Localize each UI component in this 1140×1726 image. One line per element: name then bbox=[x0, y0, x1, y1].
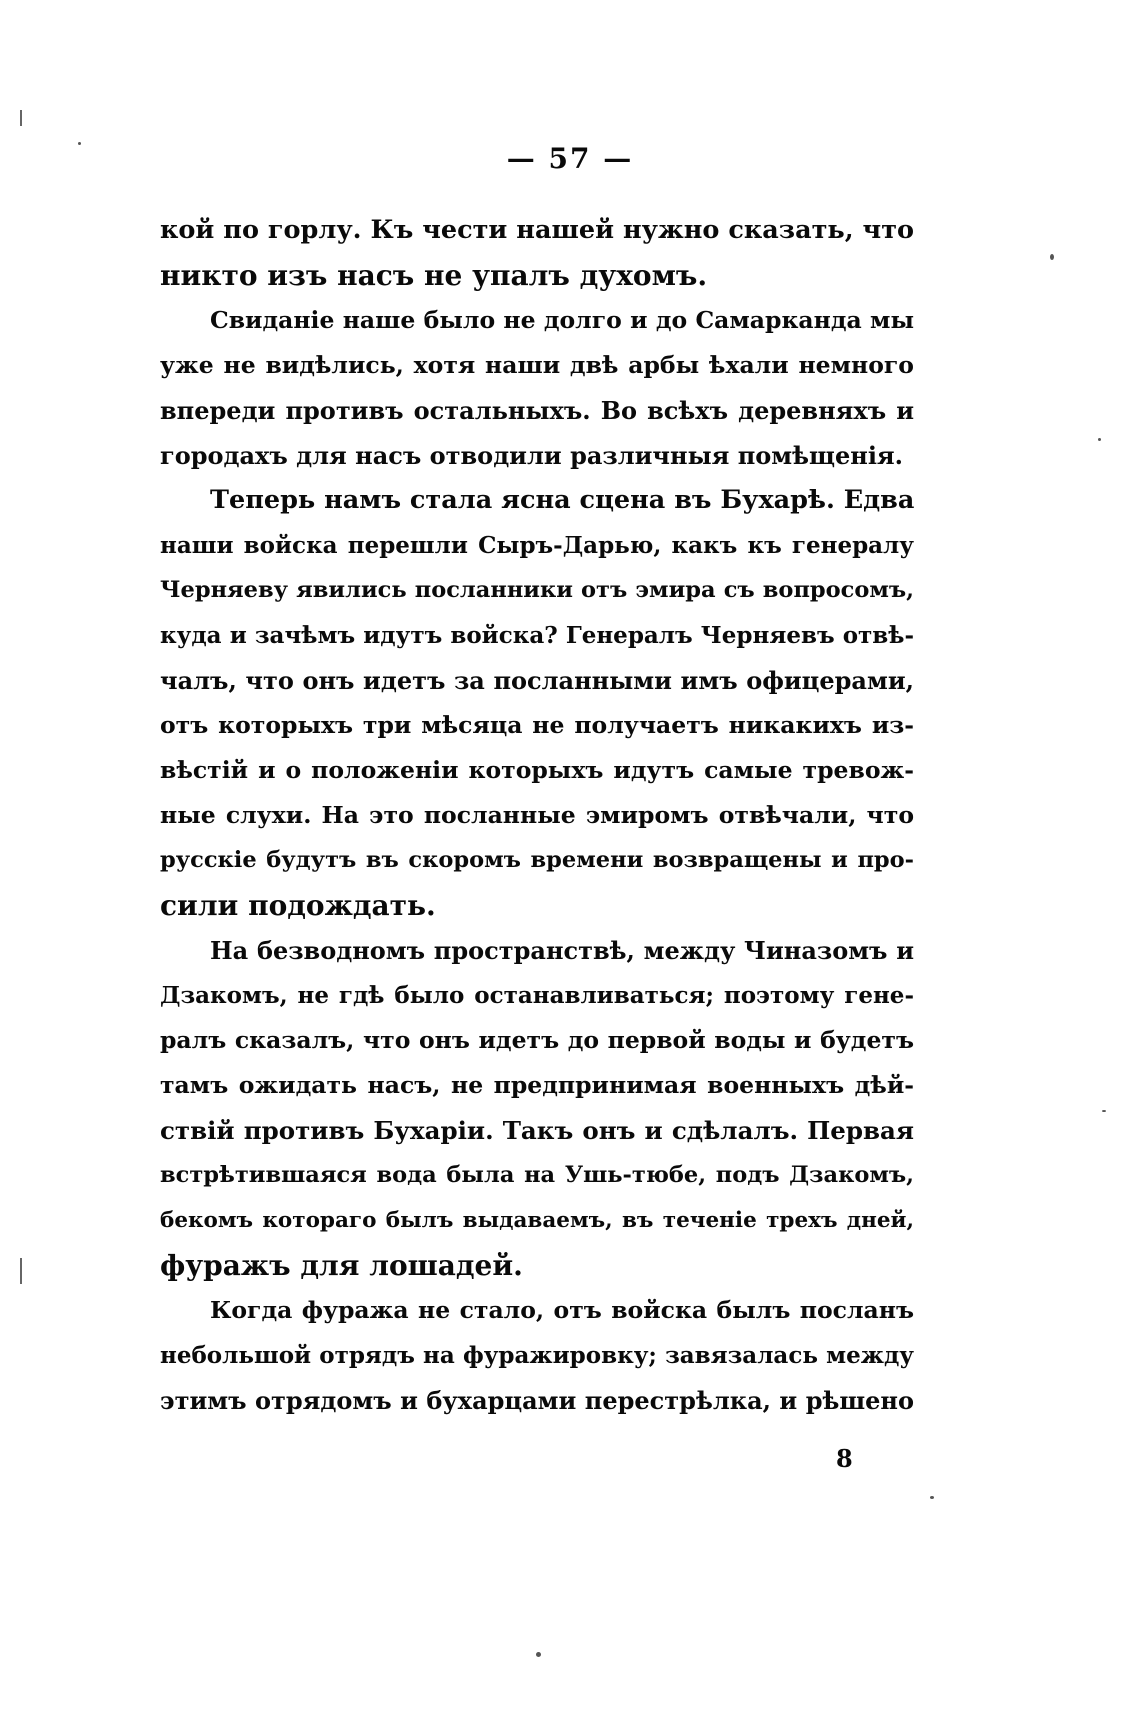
text-line: сили подождать. bbox=[160, 889, 436, 922]
text-line: никто изъ насъ не упалъ духомъ. bbox=[160, 259, 708, 292]
text-line: чалъ, что онъ идетъ за посланными имъ офицерами, bbox=[160, 666, 914, 695]
text-line: впереди противъ остальныхъ. Во всѣхъ деревняхъ и bbox=[160, 396, 914, 425]
text-line: этимъ отрядомъ и бухарцами перестрѣлка, и рѣшено bbox=[160, 1386, 914, 1415]
scan-edge-mark-top bbox=[20, 110, 22, 126]
text-line: куда и зачѣмъ идутъ войска? Генералъ Черняевъ отвѣ- bbox=[160, 622, 914, 649]
text-line: Дзакомъ, не гдѣ было останавливаться; поэтому гене- bbox=[160, 982, 914, 1009]
text-line: Теперь намъ стала ясна сцена въ Бухарѣ. Едва bbox=[210, 485, 914, 515]
text-line: русскіе будутъ въ скоромъ времени возвращены и про- bbox=[160, 847, 914, 873]
body-text bbox=[160, 208, 914, 1423]
text-line: небольшой отрядъ на фуражировку; завязалась между bbox=[160, 1342, 914, 1369]
printer-signature-mark: 8 bbox=[836, 1444, 853, 1473]
text-line: Черняеву явились посланники отъ эмира съ вопросомъ, bbox=[160, 577, 914, 603]
paragraph bbox=[160, 478, 914, 928]
paragraph bbox=[160, 298, 914, 478]
text-line: На безводномъ пространствѣ, между Чиназомъ и bbox=[210, 936, 914, 965]
text-line: ствій противъ Бухаріи. Такъ онъ и сдѣлалъ. Первая bbox=[160, 1116, 914, 1145]
scan-speck bbox=[536, 1652, 541, 1657]
paragraph bbox=[160, 928, 914, 1288]
paragraph bbox=[160, 208, 914, 298]
text-line: Свиданіе наше было не долго и до Самарканда мы bbox=[210, 306, 914, 334]
paragraph bbox=[160, 1288, 914, 1423]
text-line: фуражъ для лошадей. bbox=[160, 1249, 523, 1282]
text-line: отъ которыхъ три мѣсяца не получаетъ никакихъ из- bbox=[160, 711, 914, 739]
text-line: встрѣтившаяся вода была на Ушь-тюбе, подъ Дзакомъ, bbox=[160, 1162, 914, 1188]
text-line: бекомъ котораго былъ выдаваемъ, въ теченіе трехъ дней, bbox=[160, 1208, 914, 1233]
text-line: наши войска перешли Сыръ-Дарью, какъ къ генералу bbox=[160, 532, 914, 559]
text-line: ные слухи. На это посланные эмиромъ отвѣчали, что bbox=[160, 801, 914, 829]
scan-speck bbox=[1102, 1110, 1106, 1112]
scan-speck bbox=[1050, 254, 1054, 260]
scan-speck bbox=[930, 1496, 934, 1499]
text-line: Когда фуража не стало, отъ войска былъ посланъ bbox=[210, 1296, 914, 1324]
page-number: — 57 — bbox=[506, 142, 634, 175]
text-line: уже не видѣлись, хотя наши двѣ арбы ѣхали немного bbox=[160, 351, 914, 379]
text-line: тамъ ожидать насъ, не предпринимая военныхъ дѣй- bbox=[160, 1071, 914, 1099]
text-line: ралъ сказалъ, что онъ идетъ до первой воды и будетъ bbox=[160, 1026, 914, 1054]
scan-speck bbox=[1098, 438, 1101, 441]
text-line: кой по горлу. Къ чести нашей нужно сказать, что bbox=[160, 215, 914, 245]
text-line: городахъ для насъ отводили различныя помѣщенія. bbox=[160, 441, 904, 470]
scan-edge-mark-bottom bbox=[20, 1258, 22, 1284]
text-line: вѣстій и о положеніи которыхъ идутъ самые тревож- bbox=[160, 756, 914, 784]
